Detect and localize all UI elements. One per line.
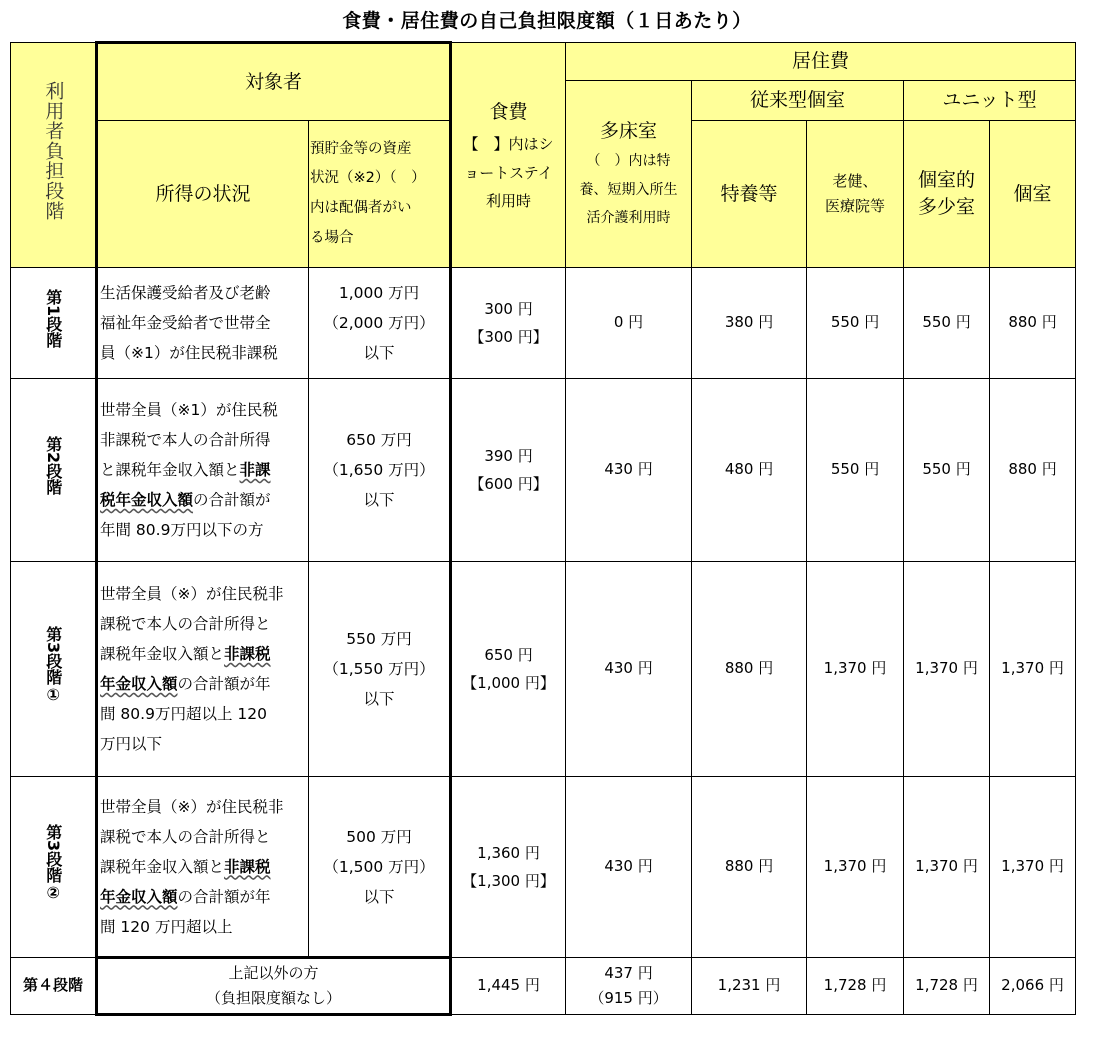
assets-cell bbox=[309, 777, 451, 958]
food-header-note: 【 】内はシ bbox=[463, 135, 554, 154]
tokuyo-cell: 880 円 bbox=[692, 562, 807, 777]
quasi-private-header bbox=[904, 121, 990, 268]
food-cell bbox=[451, 777, 566, 958]
income-line bbox=[100, 852, 306, 882]
roken-cell: 550 円 bbox=[807, 379, 904, 562]
stage-label: 第４段階 bbox=[22, 976, 83, 995]
assets-line: 以下 bbox=[363, 344, 395, 362]
cost-limit-table bbox=[10, 41, 1076, 1016]
food-line: 【1,300 円】 bbox=[462, 872, 555, 890]
roken-cell: 1,370 円 bbox=[807, 777, 904, 958]
stage-column-label: 利用者負担段階 bbox=[42, 80, 65, 221]
food-header-note: 利用時 bbox=[486, 192, 532, 211]
multibed-line: 437 円 bbox=[604, 963, 653, 982]
assets-line: 550 万円 bbox=[346, 630, 412, 648]
income-line bbox=[100, 822, 306, 852]
stage-label: 第3段階② bbox=[43, 823, 63, 902]
income-cell bbox=[97, 379, 309, 562]
income-line bbox=[100, 669, 306, 699]
assets-cell bbox=[309, 562, 451, 777]
quasi-private-cell: 1,370 円 bbox=[904, 777, 990, 958]
tokuyo-cell: 480 円 bbox=[692, 379, 807, 562]
food-line: 650 円 bbox=[484, 645, 533, 664]
private-room-cell: 2,066 円 bbox=[990, 958, 1076, 1015]
income-line bbox=[100, 485, 306, 515]
income-text: 生活保護受給者及び老齢 bbox=[100, 284, 271, 302]
roken-header-line: 医療院等 bbox=[825, 197, 886, 215]
target-other-line: （負担限度額なし） bbox=[206, 989, 342, 1007]
unit-type-header: ユニット型 bbox=[904, 81, 1076, 121]
table-row bbox=[11, 268, 1076, 379]
income-text: の合計額が年 bbox=[177, 675, 271, 693]
income-text: 課税年金収入額と bbox=[100, 645, 225, 663]
assets-line: （1,550 万円） bbox=[323, 660, 435, 678]
food-cell: 1,445 円 bbox=[451, 958, 566, 1015]
income-line bbox=[100, 792, 306, 822]
multibed-header-note: 養、短期入所生 bbox=[579, 181, 678, 198]
income-line bbox=[100, 912, 306, 942]
target-header: 対象者 bbox=[97, 43, 451, 121]
income-line bbox=[100, 579, 306, 609]
target-other-line: 上記以外の方 bbox=[228, 963, 319, 982]
assets-cell bbox=[309, 268, 451, 379]
roken-cell: 1,728 円 bbox=[807, 958, 904, 1015]
assets-line: 以下 bbox=[363, 491, 395, 509]
stage-cell bbox=[11, 777, 97, 958]
multibed-header-note: （ ）内は特 bbox=[586, 153, 671, 170]
assets-header-line: 状況（※2）（ ） bbox=[310, 170, 426, 187]
income-emphasis: 非課税 bbox=[224, 857, 271, 876]
quasi-header-line: 多少室 bbox=[918, 196, 976, 218]
income-emphasis: 非課 bbox=[239, 461, 271, 479]
income-text: 非課税で本人の合計所得 bbox=[100, 431, 271, 449]
multibed-cell bbox=[566, 958, 692, 1015]
income-text: 福祉年金受給者で世帯全 bbox=[100, 314, 271, 332]
income-line bbox=[100, 699, 306, 729]
income-cell bbox=[97, 562, 309, 777]
assets-line: 650 万円 bbox=[346, 431, 412, 449]
income-line bbox=[100, 425, 306, 455]
stage-label: 第1段階 bbox=[43, 289, 63, 349]
income-cell bbox=[97, 777, 309, 958]
multibed-cell: 430 円 bbox=[566, 379, 692, 562]
food-line: 【1,000 円】 bbox=[462, 674, 555, 692]
food-header-title: 食費 bbox=[489, 101, 528, 124]
table-row bbox=[11, 379, 1076, 562]
income-line bbox=[100, 395, 306, 425]
income-emphasis: 年金収入額 bbox=[100, 887, 178, 906]
food-line: 390 円 bbox=[484, 446, 533, 465]
income-emphasis: 税年金収入額 bbox=[100, 491, 194, 509]
food-cell bbox=[451, 562, 566, 777]
private-room-cell: 880 円 bbox=[990, 268, 1076, 379]
income-header: 所得の状況 bbox=[97, 121, 309, 268]
income-line bbox=[100, 278, 306, 308]
quasi-private-cell: 1,370 円 bbox=[904, 562, 990, 777]
income-text: 世帯全員（※）が住民税非 bbox=[100, 797, 284, 816]
food-cell bbox=[451, 268, 566, 379]
tokuyo-header: 特養等 bbox=[692, 121, 807, 268]
page-title: 食費・居住費の自己負担限度額（１日あたり） bbox=[342, 10, 752, 32]
multibed-cell: 0 円 bbox=[566, 268, 692, 379]
income-emphasis: 年金収入額 bbox=[100, 675, 178, 693]
traditional-room-header: 従来型個室 bbox=[692, 81, 904, 121]
income-line bbox=[100, 515, 306, 545]
multibed-header-note: 活介護利用時 bbox=[586, 210, 671, 227]
assets-line: （2,000 万円） bbox=[323, 314, 435, 332]
income-line bbox=[100, 609, 306, 639]
stage-label: 第3段階① bbox=[43, 625, 63, 704]
tokuyo-cell: 1,231 円 bbox=[692, 958, 807, 1015]
roken-cell: 550 円 bbox=[807, 268, 904, 379]
private-room-cell: 880 円 bbox=[990, 379, 1076, 562]
tokuyo-cell: 380 円 bbox=[692, 268, 807, 379]
income-text: 世帯全員（※）が住民税非 bbox=[100, 585, 284, 603]
assets-header bbox=[309, 121, 451, 268]
stage-cell bbox=[11, 268, 97, 379]
income-text: 万円以下 bbox=[100, 735, 163, 753]
residence-header: 居住費 bbox=[566, 43, 1076, 81]
table-row bbox=[11, 562, 1076, 777]
income-line bbox=[100, 338, 306, 368]
income-line bbox=[100, 729, 306, 759]
assets-line: （1,500 万円） bbox=[323, 857, 435, 876]
income-text: 間 120 万円超以上 bbox=[100, 917, 233, 936]
assets-header-line: る場合 bbox=[310, 229, 354, 246]
food-header bbox=[451, 43, 566, 268]
income-text: の合計額が年 bbox=[177, 887, 271, 906]
income-text: 間 80.9万円超以上 120 bbox=[100, 705, 267, 723]
income-cell bbox=[97, 268, 309, 379]
food-line: 300 円 bbox=[484, 299, 533, 318]
income-text: 世帯全員（※1）が住民税 bbox=[100, 401, 278, 419]
stage-column-header bbox=[11, 43, 97, 268]
private-room-header: 個室 bbox=[990, 121, 1076, 268]
private-room-cell: 1,370 円 bbox=[990, 562, 1076, 777]
assets-line: 以下 bbox=[363, 690, 395, 708]
assets-header-line: 預貯金等の資産 bbox=[310, 140, 412, 157]
income-text: 年間 80.9万円以下の方 bbox=[100, 521, 264, 539]
assets-line: 1,000 万円 bbox=[338, 284, 420, 302]
quasi-private-cell: 550 円 bbox=[904, 379, 990, 562]
table-row-stage4 bbox=[11, 958, 1076, 1015]
income-line bbox=[100, 455, 306, 485]
stage-cell bbox=[11, 562, 97, 777]
stage-cell bbox=[11, 379, 97, 562]
income-text: 課税で本人の合計所得と bbox=[100, 827, 271, 846]
table-row bbox=[11, 777, 1076, 958]
stage-label: 第2段階 bbox=[43, 436, 63, 496]
income-text: の合計額が bbox=[193, 491, 271, 509]
income-line bbox=[100, 308, 306, 338]
food-cell bbox=[451, 379, 566, 562]
food-line: 1,360 円 bbox=[477, 843, 540, 862]
roken-header bbox=[807, 121, 904, 268]
income-text: 員（※1）が住民税非課税 bbox=[100, 344, 278, 362]
multibed-cell: 430 円 bbox=[566, 777, 692, 958]
quasi-private-cell: 550 円 bbox=[904, 268, 990, 379]
multibed-header bbox=[566, 81, 692, 268]
income-line bbox=[100, 639, 306, 669]
target-other-cell bbox=[97, 958, 451, 1015]
private-room-cell: 1,370 円 bbox=[990, 777, 1076, 958]
assets-cell bbox=[309, 379, 451, 562]
assets-header-line: 内は配偶者がい bbox=[310, 200, 412, 216]
quasi-header-line: 個室的 bbox=[918, 169, 976, 192]
roken-cell: 1,370 円 bbox=[807, 562, 904, 777]
assets-line: 以下 bbox=[363, 887, 395, 906]
assets-line: （1,650 万円） bbox=[323, 461, 435, 479]
food-line: 【600 円】 bbox=[469, 475, 548, 493]
food-line: 【300 円】 bbox=[469, 328, 548, 346]
roken-header-line: 老健、 bbox=[832, 171, 878, 190]
multibed-line: （915 円） bbox=[589, 989, 668, 1007]
stage-cell bbox=[11, 958, 97, 1015]
assets-line: 500 万円 bbox=[346, 827, 412, 846]
multibed-header-title: 多床室 bbox=[600, 119, 658, 142]
income-text: と課税年金収入額と bbox=[100, 461, 240, 479]
food-header-note: ョートステイ bbox=[464, 163, 553, 182]
income-emphasis: 非課税 bbox=[224, 645, 271, 663]
income-text: 課税年金収入額と bbox=[100, 857, 225, 876]
tokuyo-cell: 880 円 bbox=[692, 777, 807, 958]
quasi-private-cell: 1,728 円 bbox=[904, 958, 990, 1015]
income-line bbox=[100, 882, 306, 912]
multibed-cell: 430 円 bbox=[566, 562, 692, 777]
income-text: 課税で本人の合計所得と bbox=[100, 615, 271, 633]
